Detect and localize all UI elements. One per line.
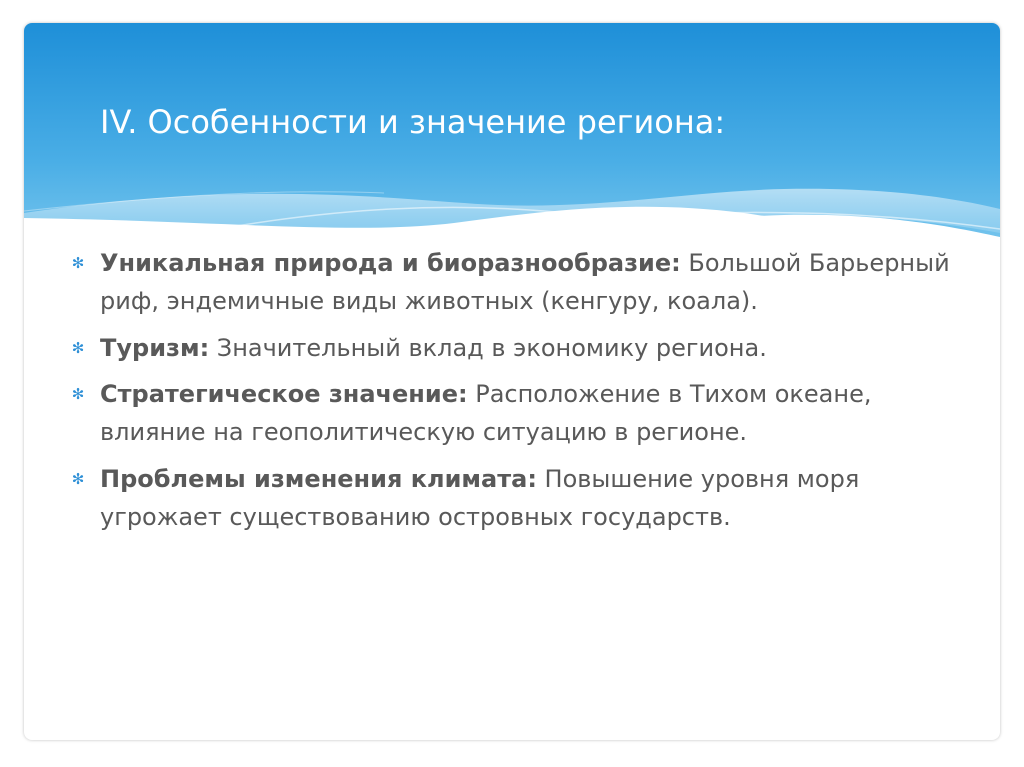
asterisk-bullet-icon: ✻ <box>71 339 85 357</box>
slide-title: IV. Особенности и значение региона: <box>100 103 726 141</box>
list-item <box>68 375 968 451</box>
bullet-heading: Стратегическое значение: <box>100 380 468 408</box>
asterisk-bullet-icon: ✻ <box>71 470 85 488</box>
bullet-heading: Проблемы изменения климата: <box>100 465 537 493</box>
asterisk-bullet-icon: ✻ <box>71 254 85 272</box>
list-item <box>68 460 968 536</box>
asterisk-bullet-icon: ✻ <box>71 385 85 403</box>
bullet-text: Расположение в Тихом океане, влияние на геополитическую ситуацию в регионе. <box>100 380 872 446</box>
bullet-list <box>68 244 968 545</box>
bullet-text: Значительный вклад в экономику региона. <box>209 334 767 362</box>
bullet-heading: Туризм: <box>100 334 210 362</box>
bullet-text: Большой Барьерный риф, эндемичные виды животных (кенгуру, коала). <box>100 249 950 315</box>
list-item <box>68 244 968 320</box>
bullet-heading: Уникальная природа и биоразнообразие: <box>100 249 681 277</box>
slide <box>24 23 1000 740</box>
list-item <box>68 329 968 367</box>
bullet-text: Повышение уровня моря угрожает существованию островных государств. <box>100 465 860 531</box>
